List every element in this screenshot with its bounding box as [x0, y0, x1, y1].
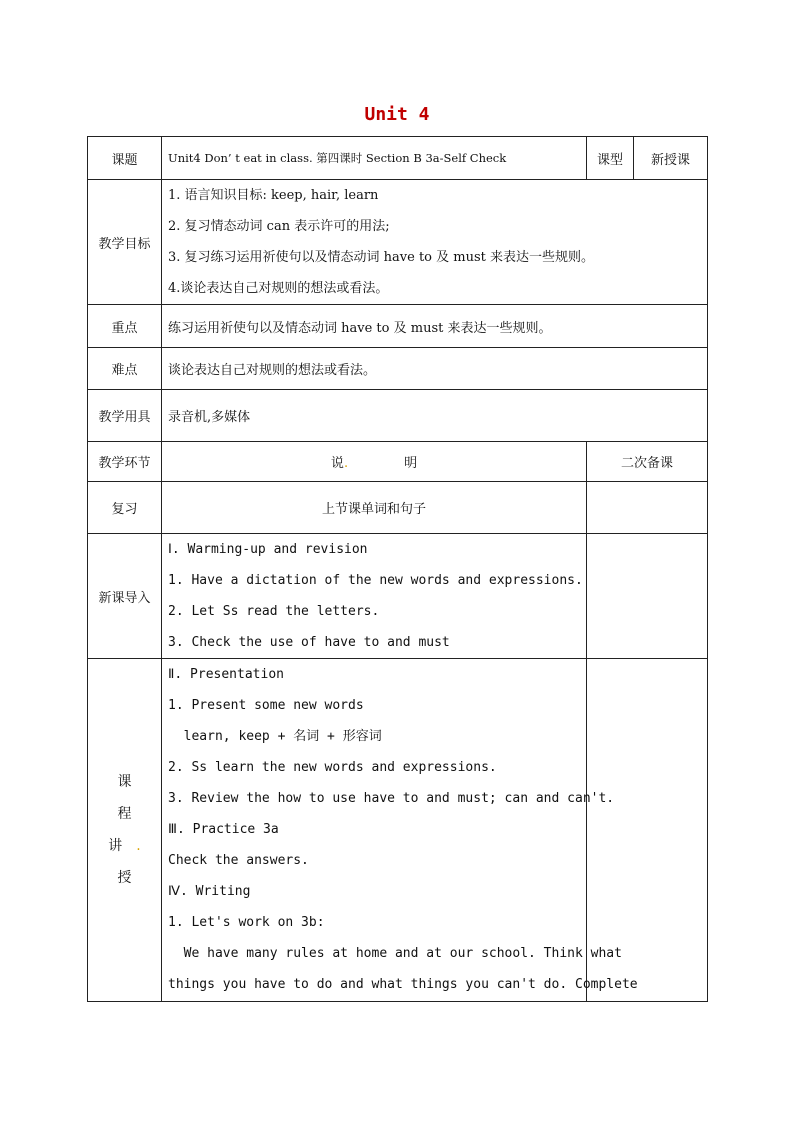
header-description: [162, 442, 587, 482]
lecture-label-char: 讲 .: [108, 838, 141, 854]
intro-line: Ⅰ. Warming-up and revision: [168, 542, 368, 557]
lecture-line: 1. Let's work on 3b:: [168, 915, 325, 930]
lecture-line: 2. Ss learn the new words and expressions.: [168, 760, 497, 775]
goal-item: 1. 语言知识目标: keep, hair, learn: [168, 188, 379, 203]
row-lecture: [88, 659, 708, 1002]
lecture-line: Ⅳ. Writing: [168, 884, 251, 899]
row-teaching-tools: [88, 390, 708, 442]
label-difficult-points: 难点: [88, 348, 162, 390]
goal-item: 2. 复习情态动词 can 表示许可的用法;: [168, 219, 390, 234]
lecture-label-char: 授: [117, 870, 132, 886]
lecture-line: We have many rules at home and at our school. Think what: [168, 946, 622, 961]
row-goals: [88, 180, 708, 305]
lecture-line: learn, keep + 名词 + 形容词: [168, 729, 382, 744]
key-points-content: 练习运用祈使句以及情态动词 have to 及 must 来表达一些规则。: [162, 305, 708, 348]
goal-item: 3. 复习练习运用祈使句以及情态动词 have to 及 must 来表达一些规则。: [168, 250, 595, 265]
difficult-points-content: 谈论表达自己对规则的想法或看法。: [162, 348, 708, 390]
label-key-points: 重点: [88, 305, 162, 348]
row-intro: [88, 534, 708, 659]
intro-line: 2. Let Ss read the letters.: [168, 604, 380, 619]
lecture-line: Check the answers.: [168, 853, 309, 868]
label-lesson-type: 课型: [587, 137, 634, 180]
row-key-points: [88, 305, 708, 348]
lesson-plan-table: [87, 136, 708, 1002]
lecture-line: 1. Present some new words: [168, 698, 364, 713]
header-desc-char-1: 说: [330, 456, 344, 471]
review-notes-cell: [587, 482, 708, 534]
lecture-line: Ⅲ. Practice 3a: [168, 822, 279, 837]
lecture-line: things you have to do and what things you can't do. Complete: [168, 977, 638, 992]
label-review: 复习: [88, 482, 162, 534]
row-review: [88, 482, 708, 534]
goal-item: 4.谈论表达自己对规则的想法或看法。: [168, 281, 389, 296]
lecture-line: 3. Review the how to use have to and must; can and can't.: [168, 791, 615, 806]
teaching-tools-content: 录音机,多媒体: [162, 390, 708, 442]
topic-content: Unit4 Don’ t eat in class. 第四课时 Section B 3a-Self Check: [162, 137, 587, 180]
header-desc-char-2: 明: [404, 456, 418, 471]
header-second-prep: 二次备课: [587, 442, 708, 482]
label-topic: 课题: [88, 137, 162, 180]
label-lecture: [88, 659, 162, 1002]
row-difficult-points: [88, 348, 708, 390]
label-intro: 新课导入: [88, 534, 162, 659]
label-teaching-tools: 教学用具: [88, 390, 162, 442]
lecture-label-char: 程: [117, 806, 132, 822]
page-title: Unit 4: [364, 104, 430, 125]
label-teaching-stage: 教学环节: [88, 442, 162, 482]
intro-notes-cell: [587, 534, 708, 659]
label-goals: 教学目标: [88, 180, 162, 305]
intro-line: 1. Have a dictation of the new words and expressions.: [168, 573, 583, 588]
row-topic: [88, 137, 708, 180]
intro-line: 3. Check the use of have to and must: [168, 635, 450, 650]
lecture-label-char: 课: [117, 774, 132, 790]
review-content: 上节课单词和句子: [162, 482, 587, 534]
decorative-dot: .: [343, 456, 349, 471]
row-section-header: [88, 442, 708, 482]
lecture-line: Ⅱ. Presentation: [168, 667, 284, 682]
lesson-type-value: 新授课: [634, 137, 708, 180]
